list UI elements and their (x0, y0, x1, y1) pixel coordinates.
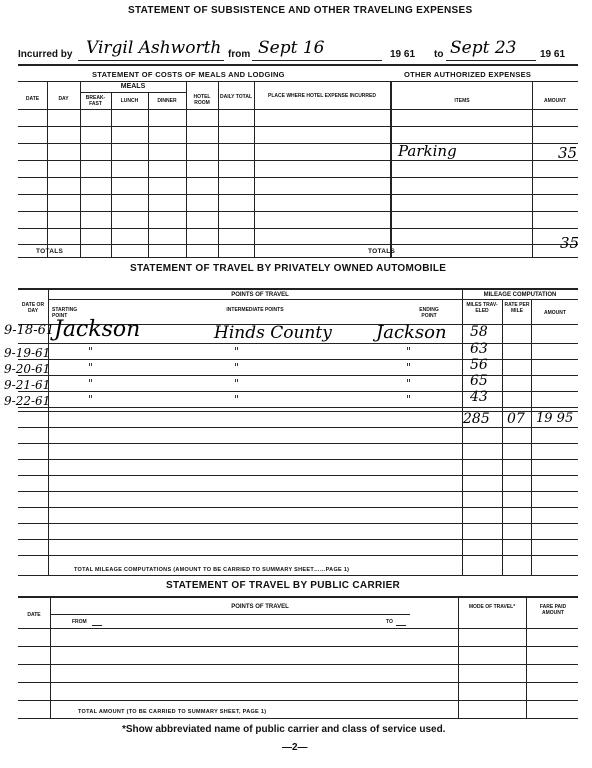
col-amount: AMOUNT (544, 98, 566, 104)
auto-row-start[interactable]: " (88, 393, 94, 406)
col-lunch: LUNCH (120, 98, 139, 104)
carrier-col-to: TO (386, 619, 393, 625)
auto-row-start[interactable]: " (88, 377, 94, 390)
expense-item-parking[interactable]: Parking (398, 142, 457, 160)
col-meals: MEALS (120, 83, 146, 90)
auto-row-date[interactable]: 9-22-61 (4, 394, 51, 408)
auto-row-miles[interactable]: 56 (470, 357, 488, 373)
auto-row-date[interactable]: 9-19-61 (4, 346, 51, 360)
other-expenses-title: OTHER AUTHORIZED EXPENSES (404, 70, 532, 79)
from-label: from (228, 49, 251, 60)
incurred-by-label: Incurred by (18, 49, 73, 60)
to-date-value[interactable]: Sept 23 (450, 38, 517, 58)
auto-row-end[interactable]: " (406, 345, 412, 358)
to-label: to (434, 49, 444, 60)
auto-row-end[interactable]: Jackson (376, 322, 447, 343)
incurred-by-value[interactable]: Virgil Ashworth (86, 38, 222, 58)
carrier-points-header: POINTS OF TRAVEL (231, 604, 289, 610)
auto-row-end[interactable]: " (406, 361, 412, 374)
auto-row-intermediate[interactable]: " (234, 345, 240, 358)
to-year: 19 61 (540, 49, 566, 60)
auto-col-miles: MILES TRAV- ELED (466, 302, 498, 314)
auto-total-amount[interactable]: 19 95 (536, 411, 574, 426)
auto-footer: TOTAL MILEAGE COMPUTATIONS (AMOUNT TO BE CARRIED TO SUMMARY SHEET……PAGE 1) (74, 567, 350, 573)
auto-col-amount: AMOUNT (544, 310, 566, 316)
expense-amount-parking[interactable]: 35 (558, 144, 578, 162)
meals-totals-label: TOTALS (36, 248, 64, 255)
auto-row-miles[interactable]: 43 (470, 389, 488, 405)
auto-row-date[interactable]: 9-18-61 (4, 323, 55, 338)
other-totals-label: TOTALS (368, 248, 396, 255)
footnote: *Show abbreviated name of public carrier and class of service used. (122, 724, 446, 735)
col-daily-total: DAILY TOTAL (219, 94, 253, 100)
auto-row-date[interactable]: 9-20-61 (4, 362, 51, 376)
carrier-footer: TOTAL AMOUNT (TO BE CARRIED TO SUMMARY SHEET, PAGE 1) (78, 709, 267, 715)
col-day: DAY (58, 96, 69, 102)
form-title: STATEMENT OF SUBSISTENCE AND OTHER TRAVELING EXPENSES (128, 5, 473, 16)
auto-points-header: POINTS OF TRAVEL (231, 292, 289, 298)
auto-total-miles[interactable]: 285 (463, 411, 490, 427)
auto-col-starting: STARTING POINT (52, 307, 78, 319)
auto-row-intermediate[interactable]: " (234, 377, 240, 390)
from-date-value[interactable]: Sept 16 (258, 38, 325, 58)
page-number: —2— (282, 742, 308, 753)
auto-col-rate: RATE PER MILE (504, 302, 530, 314)
auto-row-intermediate[interactable]: " (234, 361, 240, 374)
auto-row-intermediate[interactable]: " (234, 393, 240, 406)
carrier-section-title: STATEMENT OF TRAVEL BY PUBLIC CARRIER (166, 580, 401, 591)
col-dinner: DINNER (157, 98, 177, 104)
col-date: DATE (25, 96, 40, 102)
auto-row-miles[interactable]: 58 (470, 324, 488, 340)
col-items: ITEMS (454, 98, 470, 104)
auto-row-miles[interactable]: 63 (470, 341, 488, 357)
col-place: PLACE WHERE HOTEL EXPENSE INCURRED (268, 93, 376, 99)
auto-col-intermediate: INTERMEDIATE POINTS (226, 307, 284, 313)
carrier-col-fare: FARE PAID AMOUNT (539, 604, 567, 616)
auto-row-end[interactable]: " (406, 377, 412, 390)
auto-section-title: STATEMENT OF TRAVEL BY PRIVATELY OWNED AUTOMOBILE (130, 263, 447, 274)
auto-row-date[interactable]: 9-21-61 (4, 378, 51, 392)
auto-row-start[interactable]: Jackson (54, 317, 141, 342)
mileage-computation-header: MILEAGE COMPUTATION (483, 292, 557, 298)
auto-rate[interactable]: 07 (507, 411, 525, 427)
meals-section-title: STATEMENT OF COSTS OF MEALS AND LODGING (92, 70, 285, 79)
col-breakfast: BREAK- FAST (85, 95, 106, 107)
auto-row-end[interactable]: " (406, 393, 412, 406)
auto-col-ending: ENDING POINT (419, 307, 439, 319)
carrier-col-date: DATE (27, 612, 41, 618)
carrier-col-from: FROM (72, 619, 87, 625)
carrier-col-mode: MODE OF TRAVEL* (468, 604, 516, 610)
auto-row-start[interactable]: " (88, 361, 94, 374)
from-year: 19 61 (390, 49, 416, 60)
other-totals-amount[interactable]: 35 (560, 234, 580, 252)
auto-col-date: DATE OR DAY (21, 302, 45, 314)
col-hotel-room: HOTEL ROOM (193, 94, 211, 106)
auto-row-intermediate[interactable]: Hinds County (214, 323, 332, 343)
auto-row-miles[interactable]: 65 (470, 373, 488, 389)
auto-row-start[interactable]: " (88, 345, 94, 358)
